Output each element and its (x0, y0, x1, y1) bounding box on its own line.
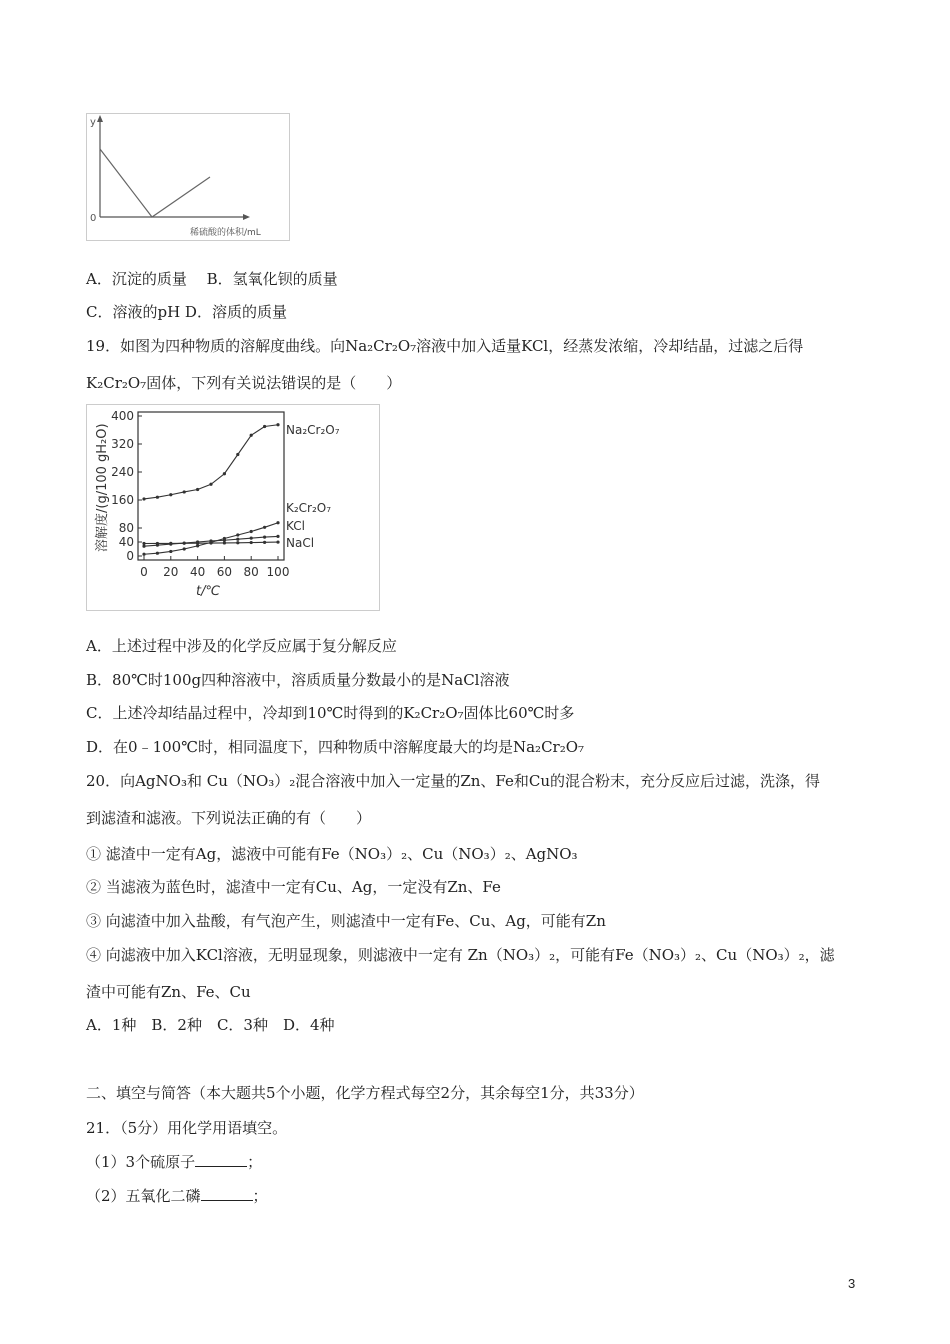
q20-item4-line1: ④ 向滤液中加入KCl溶液，无明显现象，则滤液中一定有 Zn（NO₃）₂，可能有Fe（NO₃）₂、Cu（NO₃）₂，滤 (86, 946, 835, 964)
data-point (236, 541, 239, 544)
q18-x-label: 稀硫酸的体积/mL (190, 228, 261, 238)
y-tick-label: 320 (111, 437, 134, 451)
page-number: 3 (848, 1276, 856, 1291)
q20-item2: ② 当滤液为蓝色时，滤渣中一定有Cu、Ag，一定没有Zn、Fe (86, 878, 501, 896)
q18-curve (100, 149, 210, 217)
series-label: K₂Cr₂O₇ (286, 501, 332, 515)
data-point (169, 542, 172, 545)
q18-options-row1: A．沉淀的质量 B．氢氧化钡的质量 (86, 270, 338, 288)
data-point (209, 541, 212, 544)
data-point (250, 541, 253, 544)
data-point (196, 488, 199, 491)
q21-part1 (86, 1152, 262, 1172)
q21-part2-label: （2）五氧化二磷 (86, 1187, 201, 1205)
y-tick-label: 80 (118, 521, 134, 535)
q20-item4-line2: 渣中可能有Zn、Fe、Cu (86, 983, 251, 1001)
q21-part2 (86, 1186, 268, 1206)
q18-graph-frame (87, 114, 290, 241)
q21-part1-end: ； (247, 1153, 263, 1171)
data-point (142, 553, 145, 556)
data-point (169, 493, 172, 496)
data-point (263, 541, 266, 544)
data-point (169, 550, 172, 553)
data-point (250, 537, 253, 540)
data-point (156, 552, 159, 555)
data-point (156, 496, 159, 499)
series-label: KCl (286, 519, 305, 533)
q20-stem-line2: 到滤渣和滤液。下列说法正确的有（ ） (86, 809, 372, 827)
data-point (236, 453, 239, 456)
data-point (156, 542, 159, 545)
data-point (196, 542, 199, 545)
q20-stem-line1: 20．向AgNO₃和 Cu（NO₃）₂混合溶液中加入一定量的Zn、Fe和Cu的混合粉末，充分反应后过滤，洗涤，得 (86, 772, 821, 790)
x-tick-label: 100 (266, 565, 290, 579)
q20-item1: ① 滤渣中一定有Ag，滤液中可能有Fe（NO₃）₂、Cu（NO₃）₂、AgNO₃ (86, 845, 578, 863)
data-point (263, 425, 266, 428)
q19-stem-line2: K₂Cr₂O₇固体，下列有关说法错误的是（ ） (86, 374, 402, 392)
q19-option-b: B．80℃时100g四种溶液中，溶质质量分数最小的是NaCl溶液 (86, 671, 510, 689)
data-point (209, 483, 212, 486)
data-point (276, 540, 279, 543)
q21-part2-blank[interactable] (201, 1186, 253, 1201)
data-point (250, 530, 253, 533)
y-tick-label: 40 (118, 535, 134, 549)
q18-y-arrow (97, 115, 103, 122)
data-point (276, 521, 279, 524)
x-tick-label: 80 (243, 565, 259, 579)
q21-part1-blank[interactable] (195, 1152, 247, 1167)
q19-stem-line1: 19．如图为四种物质的溶解度曲线。向Na₂Cr₂O₇溶液中加入适量KCl，经蒸发浓缩，冷却结晶，过滤之后得 (86, 337, 804, 355)
data-point (183, 542, 186, 545)
q20-item3: ③ 向滤渣中加入盐酸，有气泡产生，则滤渣中一定有Fe、Cu、Ag，可能有Zn (86, 912, 606, 930)
series-label: Na₂Cr₂O₇ (286, 423, 340, 437)
q21-stem: 21．（5分）用化学用语填空。 (86, 1119, 288, 1137)
q18-graph (86, 113, 290, 241)
q21-part2-end: ； (252, 1187, 268, 1205)
data-point (263, 536, 266, 539)
x-tick-label: 40 (189, 565, 206, 579)
data-point (236, 538, 239, 541)
y-tick-label: 240 (111, 465, 134, 479)
y-tick-label: 0 (126, 549, 134, 563)
data-point (236, 533, 239, 536)
y-tick-label: 400 (111, 409, 134, 423)
x-tick-label: 60 (216, 565, 233, 579)
y-tick-label: 160 (111, 493, 134, 507)
data-point (183, 547, 186, 550)
data-point (142, 497, 145, 500)
x-tick-label: 0 (140, 565, 148, 579)
data-point (142, 542, 145, 545)
q18-options-row2: C．溶液的pH D．溶质的质量 (86, 303, 287, 321)
series-label: NaCl (286, 536, 315, 550)
q20-options: A．1种 B．2种 C．3种 D．4种 (86, 1016, 335, 1034)
q18-x-arrow (243, 214, 250, 220)
x-tick-label: 20 (163, 565, 179, 579)
q19-option-c: C．上述冷却结晶过程中，冷却到10℃时得到的K₂Cr₂O₇固体比60℃时多 (86, 704, 575, 722)
series-line (144, 425, 278, 499)
x-axis-label: t/℃ (196, 584, 221, 599)
data-point (223, 541, 226, 544)
q18-origin: 0 (90, 213, 97, 224)
series-line (144, 523, 278, 555)
data-point (276, 423, 279, 426)
solubility-chart (86, 404, 380, 611)
data-point (263, 526, 266, 529)
q19-option-d: D．在0﹣100℃时，相同温度下，四种物质中溶解度最大的均是Na₂Cr₂O₇ (86, 738, 585, 756)
section2-heading: 二、填空与简答（本大题共5个小题，化学方程式每空2分，其余每空1分，共33分） (86, 1084, 644, 1102)
data-point (183, 490, 186, 493)
data-point (223, 472, 226, 475)
q18-y-label: y (90, 117, 96, 128)
data-point (276, 535, 279, 538)
q21-part1-label: （1）3个硫原子 (86, 1153, 196, 1171)
q19-option-a: A．上述过程中涉及的化学反应属于复分解反应 (86, 637, 397, 655)
data-point (250, 434, 253, 437)
y-axis-label: 溶解度/(g/100 gH₂O) (95, 423, 110, 552)
